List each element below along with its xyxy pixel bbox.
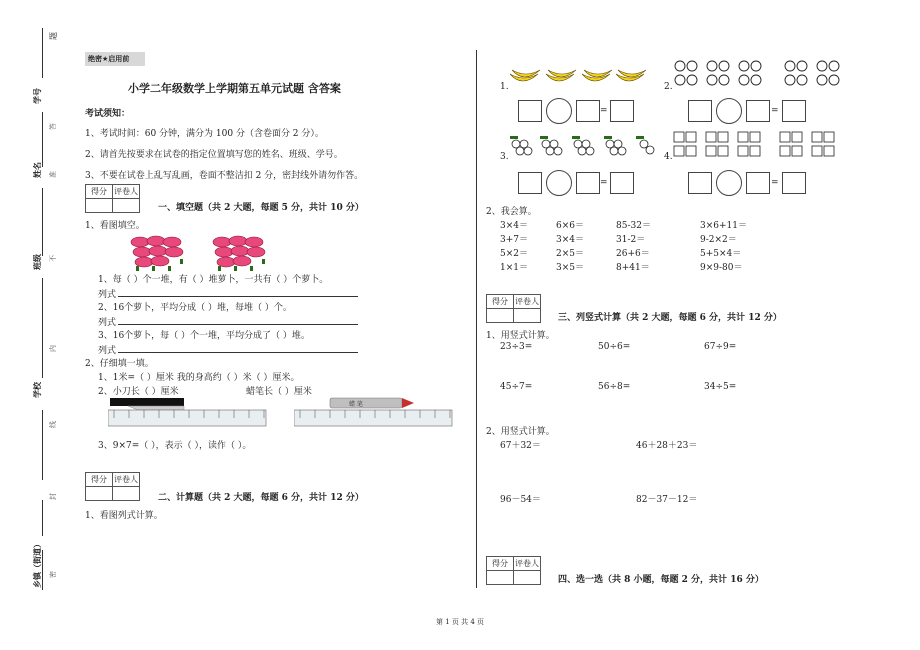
answer-box[interactable] [610,100,634,122]
answer-box[interactable] [688,100,712,122]
crayon-ruler-image [294,396,454,428]
score-label: 得分 [86,473,113,487]
answer-box[interactable] [518,100,542,122]
vertical-item: 23÷3= [500,342,533,352]
column-divider [476,50,477,588]
mental-item: 5×2＝ [500,249,528,259]
side-mark: 密 [49,571,57,578]
vertical-item: 45÷7= [500,382,533,392]
vertical-item: 96－54＝ [500,495,541,505]
operator-circle[interactable] [546,170,572,196]
answer-box[interactable] [518,172,542,194]
bananas-image [508,64,648,90]
side-label-school: 学校 [33,382,42,398]
measure-line-1: 1、1米=（ ）厘米 我的身高约（ ）米（ ）厘米。 [98,373,300,383]
grader-cell[interactable] [514,309,541,323]
score-cell[interactable] [86,487,113,501]
equals-sign: = [771,106,779,116]
vertical-item: 46＋28＋23＝ [636,441,698,451]
page-footer: 第 1 页 共 4 页 [436,618,485,626]
answer-box[interactable] [688,172,712,194]
vertical-question-2: 2、用竖式计算。 [486,427,555,437]
fill-question-1: 1、看图填空。 [85,221,145,231]
operator-circle[interactable] [716,98,742,124]
grapes-image [508,134,656,162]
mental-item: 8+41＝ [616,263,650,273]
equals-sign: = [600,106,608,116]
side-label-name: 姓名 [33,162,42,178]
side-label-ti: 题 [49,32,58,40]
side-label-student-id: 学号 [33,88,42,104]
vertical-item: 67÷9= [704,342,737,352]
section-heading-choice: 四、选一选（共 8 小题，每题 2 分，共计 16 分） [558,575,764,585]
measure-line-3: 3、9×7=（ ），表示（ ），读作（ ）。 [98,441,252,451]
vertical-item: 67＋32＝ [500,441,541,451]
answer-box[interactable] [746,100,770,122]
fill-line-1: 1、每（ ）个一堆，有（ ）堆萝卜，一共有（ ）个萝卜。 [98,275,329,285]
vertical-item: 56÷8= [598,382,631,392]
answer-box[interactable] [576,172,600,194]
confidential-stamp: 绝密★启用前 [85,52,145,66]
measure-line-2a: 2、小刀长（ ）厘米 [98,387,179,397]
radish-bunch-image [210,232,270,272]
score-box [85,184,140,213]
calc-question-1: 1、看图列式计算。 [85,511,163,521]
mental-item: 3+7＝ [500,235,528,245]
formula-answer-line[interactable] [118,342,358,353]
operator-circle[interactable] [716,170,742,196]
mental-item: 3×5＝ [556,263,584,273]
answer-box[interactable] [782,100,806,122]
score-cell[interactable] [86,199,113,213]
side-mark: 封 [49,493,57,500]
mental-item: 9-2×2＝ [700,235,737,245]
fill-line-3: 3、16个萝卜，每（ ）个一堆，平均分成了（ ）堆。 [98,331,310,341]
side-mark: 内 [49,345,57,352]
side-mark: 线 [49,421,57,428]
calc-row-label-4: 4. [664,152,673,162]
vertical-item: 34÷5= [704,382,737,392]
mental-item: 85-32＝ [616,221,651,231]
notice-item: 3、不要在试卷上乱写乱画，卷面不整洁扣 2 分，密封线外请勿作答。 [85,171,364,181]
side-label-town: 乡镇（街道） [33,540,42,588]
section-heading-fill: 一、填空题（共 2 大题，每题 5 分，共计 10 分） [158,203,364,213]
mental-item: 31-2＝ [616,235,646,245]
calc-row-label-2: 2. [664,82,673,92]
formula-label: 列式 [98,346,117,356]
formula-answer-line[interactable] [118,314,358,325]
page-title: 小学二年级数学上学期第五单元试题 含答案 [128,82,341,95]
notice-item: 1、考试时间：60 分钟，满分为 100 分（含卷面分 2 分）。 [85,129,324,139]
mental-heading: 2、我会算。 [486,207,537,217]
mental-item: 2×5＝ [556,249,584,259]
cubes-image [672,128,852,162]
equals-sign: = [771,178,779,188]
vertical-item: 82－37－12＝ [636,495,698,505]
score-label: 得分 [487,295,514,309]
grader-label: 评卷人 [514,557,541,571]
score-cell[interactable] [487,571,514,585]
mental-item: 3×6+11＝ [700,221,747,231]
formula-label: 列式 [98,290,117,300]
mental-item: 1×1＝ [500,263,528,273]
mental-item: 9×9-80＝ [700,263,743,273]
grader-label: 评卷人 [113,185,140,199]
formula-label: 列式 [98,318,117,328]
grader-cell[interactable] [113,199,140,213]
score-box [486,294,541,323]
score-label: 得分 [86,185,113,199]
answer-box[interactable] [746,172,770,194]
grader-label: 评卷人 [113,473,140,487]
notice-heading: 考试须知： [85,109,131,119]
score-cell[interactable] [487,309,514,323]
calc-row-label-1: 1. [500,82,509,92]
mental-item: 6×6＝ [556,221,584,231]
operator-circle[interactable] [546,98,572,124]
grader-label: 评卷人 [514,295,541,309]
mental-item: 3×4＝ [500,221,528,231]
grader-cell[interactable] [113,487,140,501]
side-mark: 不 [49,255,57,262]
section-heading-calc: 二、计算题（共 2 大题，每题 6 分，共计 12 分） [158,493,364,503]
vertical-question-1: 1、用竖式计算。 [486,331,555,341]
answer-box[interactable] [782,172,806,194]
score-box [486,556,541,585]
vertical-item: 50÷6= [598,342,631,352]
calc-row-label-3: 3. [500,152,509,162]
fill-line-2: 2、16个萝卜，平均分成（ ）堆，每堆（ ）个。 [98,303,292,313]
knife-ruler-image [108,398,268,428]
mental-item: 26+6＝ [616,249,650,259]
side-label-class: 班级 [33,254,42,270]
side-mark: 答 [49,123,57,130]
mental-item: 3×4＝ [556,235,584,245]
answer-box[interactable] [576,100,600,122]
side-mark: 准 [49,171,57,178]
grader-cell[interactable] [514,571,541,585]
formula-answer-line[interactable] [118,286,358,297]
answer-box[interactable] [610,172,634,194]
equals-sign: = [600,178,608,188]
notice-item: 2、请首先按要求在试卷的指定位置填写您的姓名、班级、学号。 [85,150,343,160]
score-label: 得分 [487,557,514,571]
apples-image [672,56,852,90]
mental-item: 5+5×4＝ [700,249,742,259]
crayon-label: 蜡 笔 [349,401,363,408]
score-box [85,472,140,501]
fill-question-2: 2、仔细填一填。 [85,359,154,369]
measure-line-2b: 蜡笔长（ ）厘米 [246,387,312,397]
radish-bunch-image [128,232,188,272]
section-heading-vertical: 三、列竖式计算（共 2 大题，每题 6 分，共计 12 分） [558,313,782,323]
